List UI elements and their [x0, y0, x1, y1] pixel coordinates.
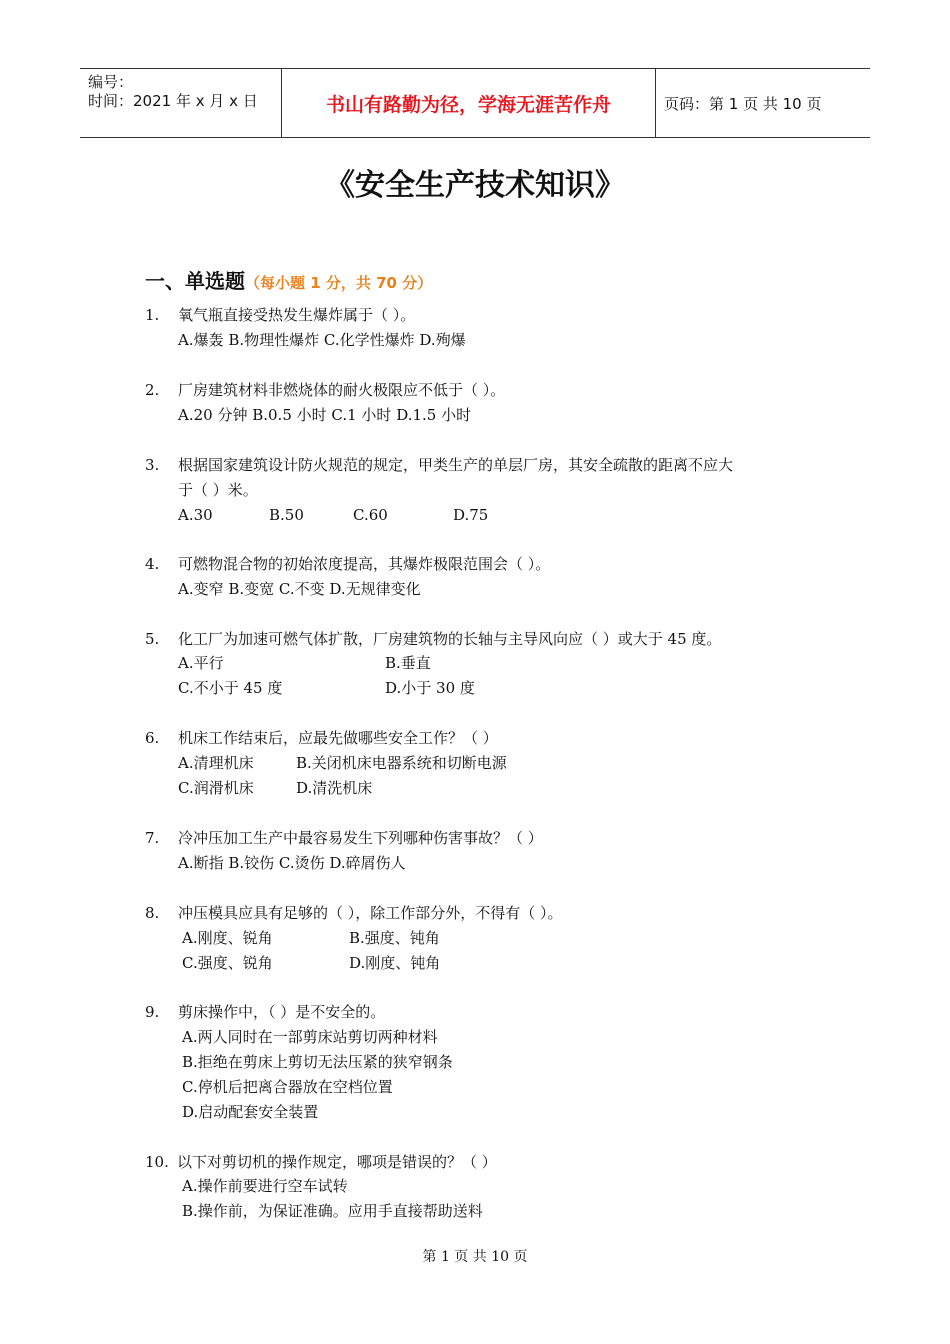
- section-note: （每小题 1 分，共 70 分）: [245, 274, 433, 292]
- option-a: A.清理机床: [178, 754, 254, 772]
- question-stem: 根据国家建筑设计防火规范的规定，甲类生产的单层厂房，其安全疏散的距离不应大: [178, 456, 734, 474]
- header-motto: 书山有路勤为径，学海无涯苦作舟: [281, 69, 656, 137]
- option-a: A.平行: [178, 654, 224, 672]
- question-number: 2.: [145, 381, 160, 399]
- option-d: D.刚度、钝角: [349, 954, 441, 972]
- option-a: A.两人同时在一部剪床站剪切两种材料: [182, 1028, 438, 1046]
- option-d: D.75: [453, 506, 489, 524]
- option-b: B.垂直: [385, 654, 431, 672]
- question-stem-continued: 于（ ）米。: [178, 481, 258, 499]
- option-c: C.润滑机床: [178, 779, 254, 797]
- page-footer: 第 1 页 共 10 页: [422, 1249, 528, 1265]
- option-a: A.操作前要进行空车试转: [182, 1177, 348, 1195]
- question-number: 9.: [145, 1003, 160, 1021]
- document-title: 《安全生产技术知识》: [325, 168, 625, 203]
- option-b: B.拒绝在剪床上剪切无法压紧的狭窄钢条: [182, 1053, 453, 1071]
- section-title: 一、单选题: [145, 269, 245, 293]
- question-number: 6.: [145, 729, 160, 747]
- header-meta: [80, 69, 280, 137]
- question-number: 8.: [145, 904, 160, 922]
- time-label: 时间：2021 年 x 月 x 日: [88, 92, 258, 110]
- question-number: 4.: [145, 555, 160, 573]
- question-stem: 冷冲压加工生产中最容易发生下列哪种伤害事故？（ ）: [178, 829, 543, 847]
- document-header: [80, 68, 870, 138]
- question-stem: 冲压模具应具有足够的（ ），除工作部分外，不得有（ ）。: [178, 904, 563, 922]
- serial-label: 编号：: [88, 73, 134, 91]
- option-d: D.清洗机床: [296, 779, 373, 797]
- question-stem: 厂房建筑材料非燃烧体的耐火极限应不低于（ ）。: [178, 381, 506, 399]
- option-a: A.30: [178, 506, 213, 524]
- question-stem: 化工厂为加速可燃气体扩散，厂房建筑物的长轴与主导风向应（ ）或大于 45 度。: [178, 630, 722, 648]
- section-heading: [145, 265, 432, 294]
- question-options: A.爆轰 B.物理性爆炸 C.化学性爆炸 D.殉爆: [178, 331, 466, 349]
- question-stem: 可燃物混合物的初始浓度提高，其爆炸极限范围会（ ）。: [178, 555, 551, 573]
- question-number: 3.: [145, 456, 160, 474]
- header-page-info: 页码：第 1 页 共 10 页: [664, 94, 822, 113]
- question-stem: 剪床操作中，（ ）是不安全的。: [178, 1003, 386, 1021]
- question-stem: 机床工作结束后，应最先做哪些安全工作？（ ）: [178, 729, 498, 747]
- question-stem: 氧气瓶直接受热发生爆炸属于（ ）。: [178, 306, 416, 324]
- option-a: A.刚度、锐角: [182, 929, 273, 947]
- option-c: C.60: [353, 506, 388, 524]
- question-stem: 以下对剪切机的操作规定，哪项是错误的？（ ）: [177, 1153, 497, 1171]
- option-c: C.停机后把离合器放在空档位置: [182, 1078, 393, 1096]
- option-c: C.强度、锐角: [182, 954, 273, 972]
- question-number: 1.: [145, 306, 160, 324]
- option-b: B.强度、钝角: [349, 929, 440, 947]
- question-options: A.变窄 B.变宽 C.不变 D.无规律变化: [178, 580, 421, 598]
- question-number: 5.: [145, 630, 160, 648]
- question-options: A.断指 B.铰伤 C.烫伤 D.碎屑伤人: [178, 854, 406, 872]
- option-b: B.操作前，为保证准确。应用手直接帮助送料: [182, 1202, 483, 1220]
- question-number: 10.: [145, 1153, 169, 1171]
- option-d: D.启动配套安全装置: [182, 1103, 319, 1121]
- question-options: A.20 分钟 B.0.5 小时 C.1 小时 D.1.5 小时: [178, 406, 472, 424]
- option-b: B.关闭机床电器系统和切断电源: [296, 754, 507, 772]
- option-b: B.50: [269, 506, 304, 524]
- question-number: 7.: [145, 829, 160, 847]
- option-c: C.不小于 45 度: [178, 679, 283, 697]
- option-d: D.小于 30 度: [385, 679, 475, 697]
